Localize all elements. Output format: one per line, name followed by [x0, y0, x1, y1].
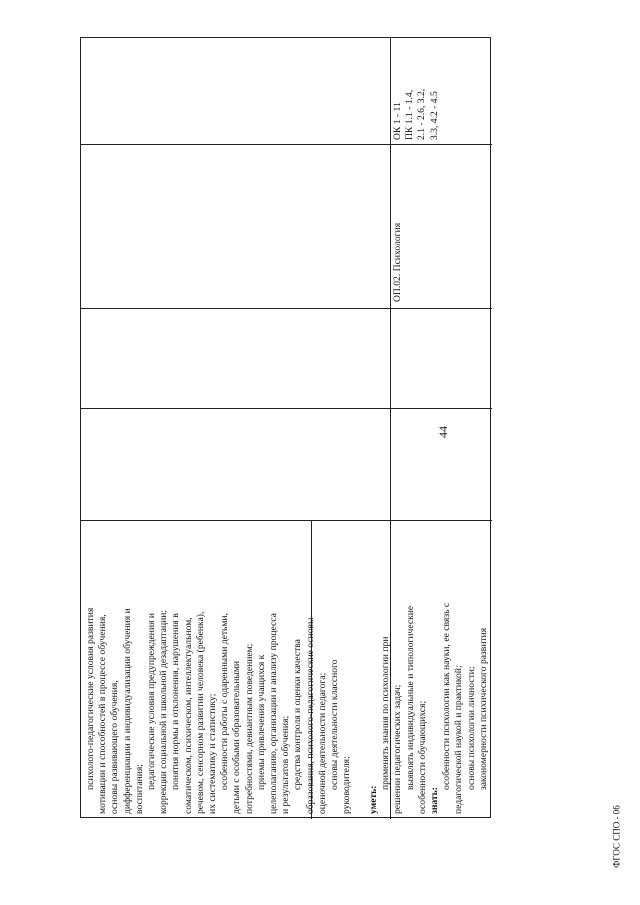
- row-divider-4: [81, 520, 492, 521]
- row-divider-3: [81, 408, 492, 409]
- knowledge-label: знать:: [429, 787, 441, 814]
- competencies-line-2: ПК 1.1 - 1.4,: [404, 89, 416, 140]
- competencies-line-3: 2.1 - 2.6, 3.2,: [416, 88, 428, 140]
- discipline-name: ОП.02. Психология: [392, 222, 403, 302]
- competencies-cell: [392, 89, 441, 140]
- skills-block: уметь: применять знания по психологии при решении педагогических задач; выявлять индивидуальные и типологические особенности обучающихся; знать: особенности психологии как науки, ее связь с педагогической наукой и практикой; основы психологии личности; закономерности психического развития: [368, 602, 489, 814]
- row-divider-2: [81, 308, 492, 309]
- skills-label: уметь:: [368, 785, 379, 814]
- content-block: психолого-педагогические условия развития мотивации и способностей в процессе обучения, основы развивающего обучения, дифференциации и индивидуализации обучения и воспитания; педагогические условия предупреждения и коррекции социальной и школьной дезадаптации; понятия нормы и отклонения, нарушения в соматическом, психическом, интеллектуальном, речевом, сенсорном развитии человека (ребенка), их систематику и статистику; особенности работы с одаренными детьми, детьми с особыми образовательными потребностями, девиантным поведением; приемы привлечения учащихся к целеполаганию, организации и анализу процесса и результатов обучения; средства контроля и оценки качества образования, психолого-педагогические основы оценочной деятельности педагога; основы деятельности классного руководителя;: [85, 607, 353, 814]
- page-number: 44: [436, 426, 450, 438]
- competencies-line-4: 3.3, 4.2 - 4.5: [428, 91, 440, 140]
- competencies-line-1: ОК 1 - 11: [392, 102, 403, 140]
- row-divider-1: [81, 144, 492, 145]
- discipline-cell: [392, 223, 404, 302]
- curriculum-table: [80, 37, 491, 818]
- footer-code: ФГОС СПО - 06: [611, 805, 622, 868]
